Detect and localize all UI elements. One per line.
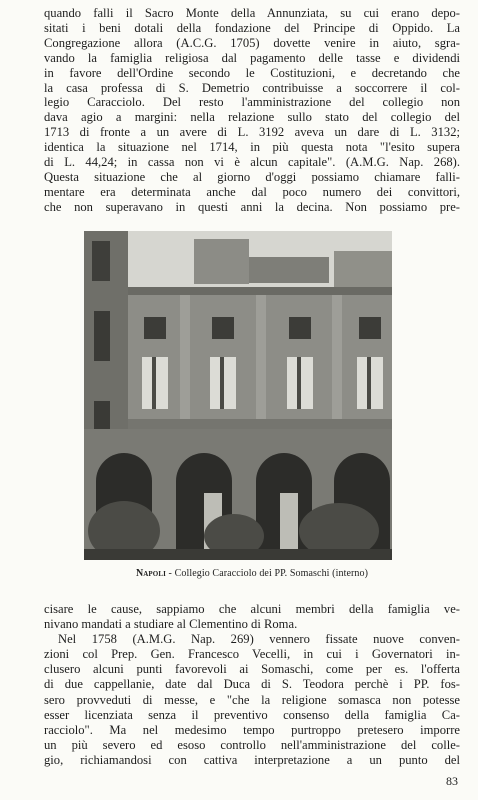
- top-paragraph-lines: [44, 6, 460, 215]
- text-line: esser licenziata senza il preventivo consenso della famiglia Ca-: [44, 707, 460, 722]
- courtyard-photo: [84, 231, 392, 560]
- text-line: nivano mandati a studiare al Clementino di Roma.: [44, 617, 298, 632]
- text-line: Congregazione allora (A.C.G. 1705) dovette venire in aiuto, sgra-: [44, 35, 460, 50]
- text-line: quando falli il Sacro Monte della Annunziata, su cui erano depo-: [44, 6, 460, 20]
- text-line: cisare le cause, sappiamo che alcuni membri della famiglia ve-: [44, 602, 460, 616]
- text-line: legio Caracciolo. Del resto l'amministrazione del collegio non: [44, 95, 460, 110]
- text-line: racciolo". Ma nel medesimo tempo purtroppo pretesero imporre: [44, 722, 460, 737]
- text-line: mentare era determinata anche dal poco numero dei convittori,: [44, 184, 460, 199]
- text-line: un più severo ed esoso controllo nell'amministrazione del colle-: [44, 737, 460, 752]
- text-line: che non superavano in questi anni la decina. Non possiamo pre-: [44, 199, 460, 214]
- text-line: 1713 di fronte a un avere di L. 3192 aveva un dare di L. 3132;: [44, 125, 460, 140]
- text-line: Nel 1758 (A.M.G. Nap. 269) vennero fissate nuove conven-: [58, 632, 460, 647]
- text-line: di L. 44,24; in cassa non vi è alcun capitale". (A.M.G. Nap. 268).: [44, 155, 460, 170]
- text-line: di due cappellanie, date dal Duca di S. Teodora perchè i PP. fos-: [44, 677, 460, 692]
- text-line: la casa professa di S. Demetrio contribuisse a soccorrere il col-: [44, 80, 460, 95]
- text-line: clusero alcuni punti favorevoli ai Somaschi, come per es. l'offerta: [44, 662, 460, 677]
- caption-text: - Collegio Caracciolo dei PP. Somaschi (interno): [165, 568, 369, 579]
- text-line: zioni col Prep. Gen. Francesco Vecelli, in cui i Governatori in-: [44, 647, 460, 662]
- text-line: in favore dell'Ordine secondo le Costituzioni, e decretando che: [44, 65, 460, 80]
- page-number: 83: [446, 774, 458, 788]
- bottom-paragraph-2: [44, 632, 460, 768]
- text-line: sitati i beni dotali della fondazione del Principe di Oppido. La: [44, 20, 460, 35]
- text-line: sero provveduti di messe, e "che la religione somasca non potesse: [44, 692, 460, 707]
- text-line: Questa situazione che al giorno d'oggi possiamo chiamare falli-: [44, 169, 460, 184]
- text-line: identica la situazione nel 1714, in più questa nota "l'esito supera: [44, 140, 460, 155]
- courtyard-photo-drawing: [84, 231, 392, 560]
- photo-caption: [44, 568, 460, 579]
- bottom-text: [44, 602, 460, 768]
- caption-place: Napoli: [135, 568, 166, 579]
- text-line: vando la famiglia religiosa dal pagamento delle tasse e dividendi: [44, 50, 460, 65]
- bottom-paragraph-1: [44, 602, 460, 632]
- top-paragraph: [44, 6, 460, 215]
- text-line: dava agio a margini: nella relazione sullo stato del collegio del: [44, 110, 460, 125]
- text-line: gio, richiamandosi con cattiva interpretazione a un punto del: [44, 752, 460, 767]
